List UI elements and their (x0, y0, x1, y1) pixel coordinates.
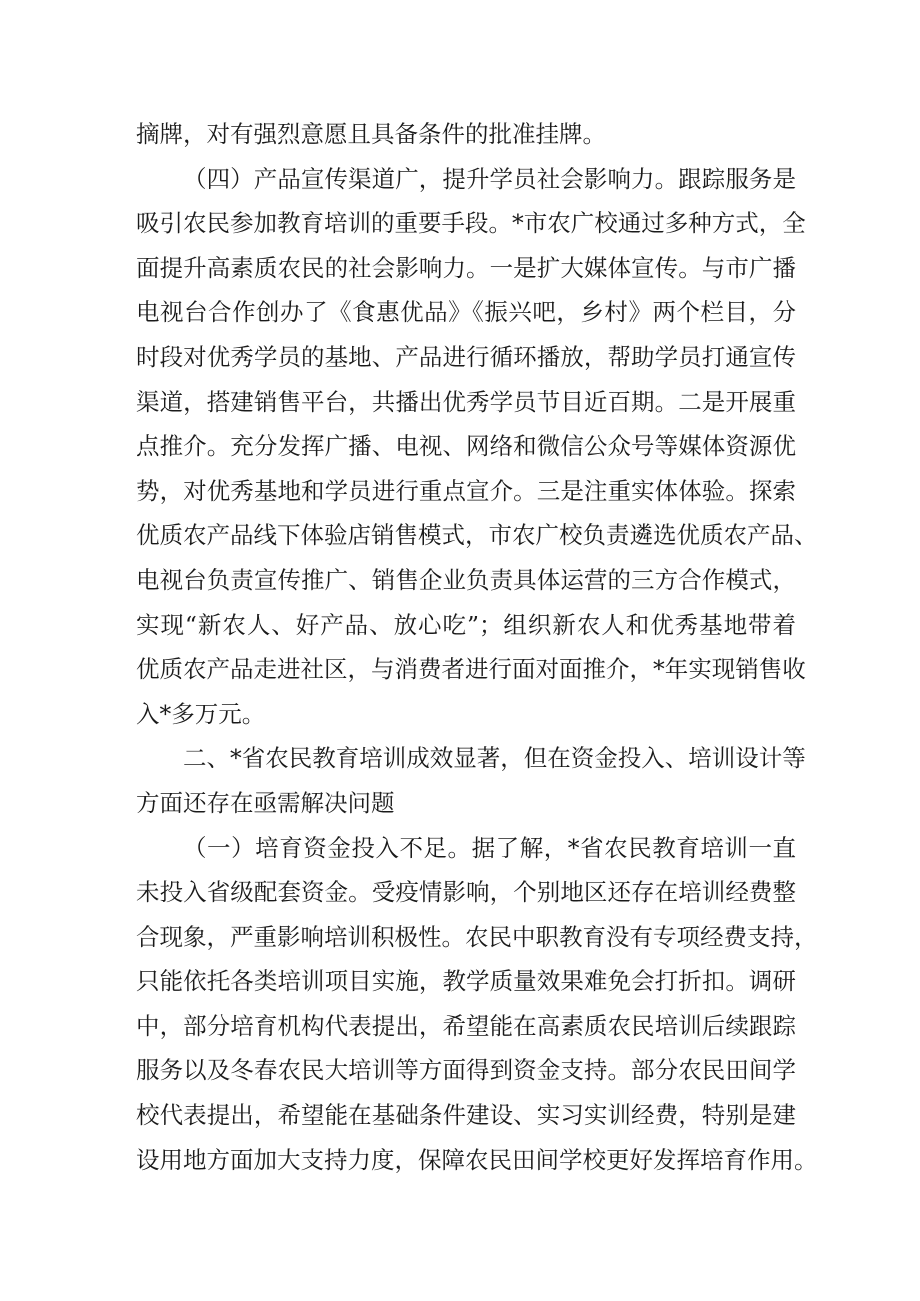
text-line: 合现象，严重影响培训积极性。农民中职教育没有专项经费支持， (136, 922, 818, 951)
text-line: 电视台负责宣传推广、销售企业负责具体运营的三方合作模式， (136, 565, 796, 594)
text-line: 方面还存在亟需解决问题 (136, 788, 395, 817)
text-line: 只能依托各类培训项目实施，教学质量效果难免会打折扣。调研 (136, 967, 796, 996)
text-line: 渠道，搭建销售平台，共播出优秀学员节目近百期。二是开展重 (136, 387, 796, 416)
text-line: 势，对优秀基地和学员进行重点宣介。三是注重实体体验。探索 (136, 476, 796, 505)
text-line: 未投入省级配套资金。受疫情影响，个别地区还存在培训经费整 (136, 878, 796, 907)
text-line: 优质农产品线下体验店销售模式，市农广校负责遴选优质农产品、 (136, 521, 818, 550)
text-line: 中，部分培育机构代表提出，希望能在高素质农民培训后续跟踪 (136, 1011, 796, 1040)
text-line: 优质农产品走进社区，与消费者进行面对面推介，*年实现销售收 (136, 655, 806, 684)
text-line: 电视台合作创办了《食惠优品》《振兴吧，乡村》两个栏目，分 (136, 298, 796, 327)
text-line: 实现“新农人、好产品、放心吃”；组织新农人和优秀基地带着 (136, 610, 796, 639)
text-line: 二、*省农民教育培训成效显著，但在资金投入、培训设计等 (183, 744, 806, 773)
text-line: 时段对优秀学员的基地、产品进行循环播放，帮助学员打通宣传 (136, 342, 796, 371)
text-line: （一）培育资金投入不足。据了解，*省农民教育培训一直 (183, 833, 796, 862)
text-line: 点推介。充分发挥广播、电视、网络和微信公众号等媒体资源优 (136, 432, 796, 461)
text-line: 面提升高素质农民的社会影响力。一是扩大媒体宣传。与市广播 (136, 253, 796, 282)
text-line: 入*多万元。 (136, 699, 266, 728)
text-line: 摘牌，对有强烈意愿且具备条件的批准挂牌。 (136, 120, 606, 148)
text-line: 校代表提出，希望能在基础条件建设、实习实训经费，特别是建 (136, 1101, 796, 1130)
text-line: 服务以及冬春农民大培训等方面得到资金支持。部分农民田间学 (136, 1056, 796, 1085)
document-body (136, 112, 818, 1182)
text-line: 设用地方面加大支持力度，保障农民田间学校更好发挥培育作用。 (136, 1145, 818, 1174)
text-line: 吸引农民参加教育培训的重要手段。*市农广校通过多种方式，全 (136, 209, 806, 238)
text-line: （四）产品宣传渠道广，提升学员社会影响力。跟踪服务是 (183, 164, 796, 193)
